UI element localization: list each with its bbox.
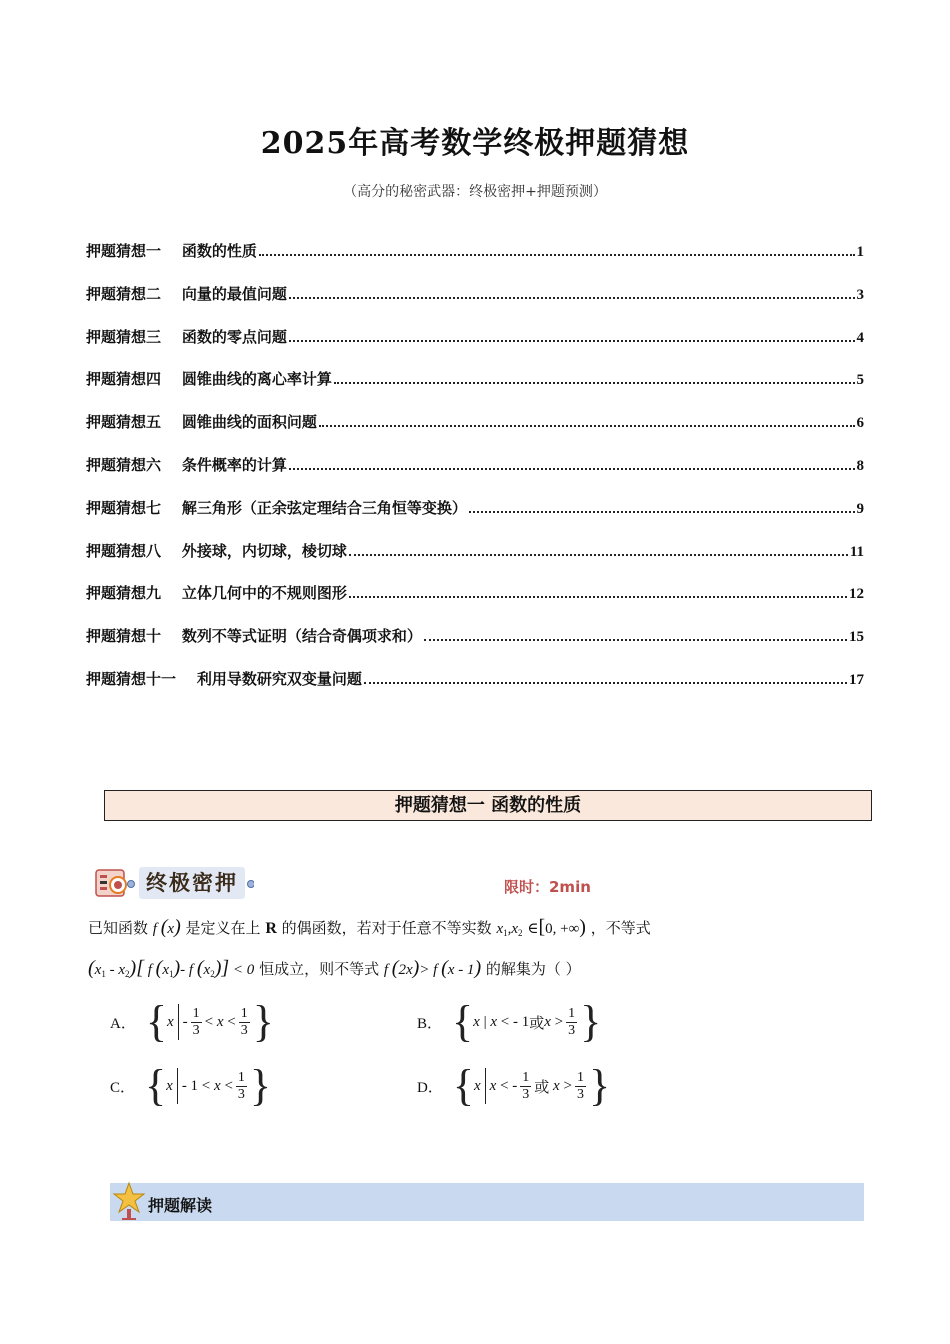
- toc-leader-dots: [319, 424, 855, 427]
- toc-entry[interactable]: [86, 540, 864, 562]
- math-inequality: $(x_1 - x_2)$[ f $(x_1)-$ f $(x_2)] < 0$: [88, 957, 255, 979]
- toc-entry[interactable]: [86, 326, 864, 348]
- section-heading: 押题猜想一 函数的性质: [104, 790, 872, 821]
- toc-leader-dots: [289, 296, 855, 299]
- toc-entry-label: 押题猜想十一 利用导数研究双变量问题: [86, 670, 362, 688]
- toc-entry[interactable]: [86, 283, 864, 305]
- toc-entry[interactable]: [86, 625, 864, 647]
- toc-leader-dots: [289, 339, 855, 342]
- toc-leader-dots: [259, 253, 855, 256]
- toc-leader-dots: [349, 553, 848, 556]
- toc-entry[interactable]: [86, 454, 864, 476]
- problem-line-1: 已知函数 f (x) 是定义在上 R 的偶函数，若对于任意不等实数 $x_1,x_2$ ∈[0, +∞) ，不等式: [88, 916, 651, 938]
- toc-entry-label: 押题猜想八 外接球，内切球，棱切球: [86, 541, 347, 560]
- toc-leader-dots: [334, 381, 855, 384]
- toc-entry-label: 押题猜想九 立体几何中的不规则图形: [86, 584, 347, 603]
- option-b[interactable]: B． { x | x < - 1 或 x > $\frac{1}{3}$ }: [417, 997, 602, 1046]
- toc-entry-page: 9: [856, 500, 864, 517]
- interpretation-bar: [110, 1183, 864, 1221]
- option-d[interactable]: D． { x x < - $\frac{1}{3}$ 或 x > $\frac{1}{3}$ }: [417, 1061, 611, 1110]
- toc-entry-page: 3: [856, 286, 864, 303]
- toc-entry-label: 押题猜想六 条件概率的计算: [86, 456, 287, 474]
- toc-entry[interactable]: [86, 240, 864, 262]
- toc-entry-label: 押题猜想七 解三角形（正余弦定理结合三角恒等变换）: [86, 498, 467, 517]
- toc-entry[interactable]: [86, 582, 864, 604]
- toc-entry[interactable]: [86, 668, 864, 690]
- toc-entry-page: 6: [856, 415, 864, 432]
- toc-entry-label: 押题猜想四 圆锥曲线的离心率计算: [86, 370, 332, 389]
- math-fx: f (x): [152, 916, 181, 938]
- page-subtitle: （高分的秘密武器：终极密押+押题预测）: [343, 184, 607, 200]
- toc-entry[interactable]: [86, 497, 864, 519]
- star-icon: [112, 1181, 146, 1221]
- toc-entry-label: 押题猜想五 圆锥曲线的面积问题: [86, 413, 317, 432]
- toc-entry-label: 押题猜想十 数列不等式证明（结合奇偶项求和）: [86, 627, 422, 646]
- problem-line-2: $(x_1 - x_2)$[ f $(x_1)-$ f $(x_2)] < 0$ 恒成立，则不等式 f (2x)> f (x - 1) 的解集为（ ）: [88, 957, 581, 979]
- option-c[interactable]: C． { x - 1 < x < $\frac{1}{3}$ }: [110, 1061, 272, 1110]
- math-f2x: f (2x)> f (x - 1): [383, 957, 482, 979]
- toc-entry-label: 押题猜想三 函数的零点问题: [86, 327, 287, 346]
- toc-entry[interactable]: [86, 411, 864, 433]
- toc-entry-page: 12: [849, 586, 864, 603]
- toc-entry-page: 8: [856, 458, 864, 474]
- toc-entry-page: 15: [849, 629, 864, 646]
- toc-leader-dots: [424, 638, 847, 641]
- time-limit: 限时：2min: [504, 878, 591, 896]
- page-title: 2025年高考数学终极押题猜想: [260, 126, 690, 161]
- badge-label: 终极密押: [139, 867, 245, 899]
- toc-entry-page: 11: [849, 543, 864, 560]
- toc-entry[interactable]: [86, 368, 864, 390]
- toc-leader-dots: [469, 510, 855, 513]
- math-in-interval: ∈[0, +∞): [527, 916, 586, 938]
- toc-leader-dots: [349, 595, 847, 598]
- toc-entry-page: 1: [856, 244, 864, 260]
- math-x1x2: $x_1,x_2$: [496, 921, 523, 938]
- toc-entry-page: 5: [856, 372, 864, 389]
- toc-leader-dots: [364, 681, 847, 684]
- toc-leader-dots: [289, 467, 855, 470]
- toc-entry-label: 押题猜想二 向量的最值问题: [86, 284, 287, 303]
- toc-entry-page: 17: [849, 672, 864, 688]
- toc-entry-label: 押题猜想一 函数的性质: [86, 242, 257, 260]
- interpretation-label: 押题解读: [148, 1196, 213, 1215]
- option-a[interactable]: A． { x - $\frac{1}{3}$ < x < $\frac{1}{3}$ }: [110, 997, 274, 1046]
- toc-entry-page: 4: [856, 329, 864, 346]
